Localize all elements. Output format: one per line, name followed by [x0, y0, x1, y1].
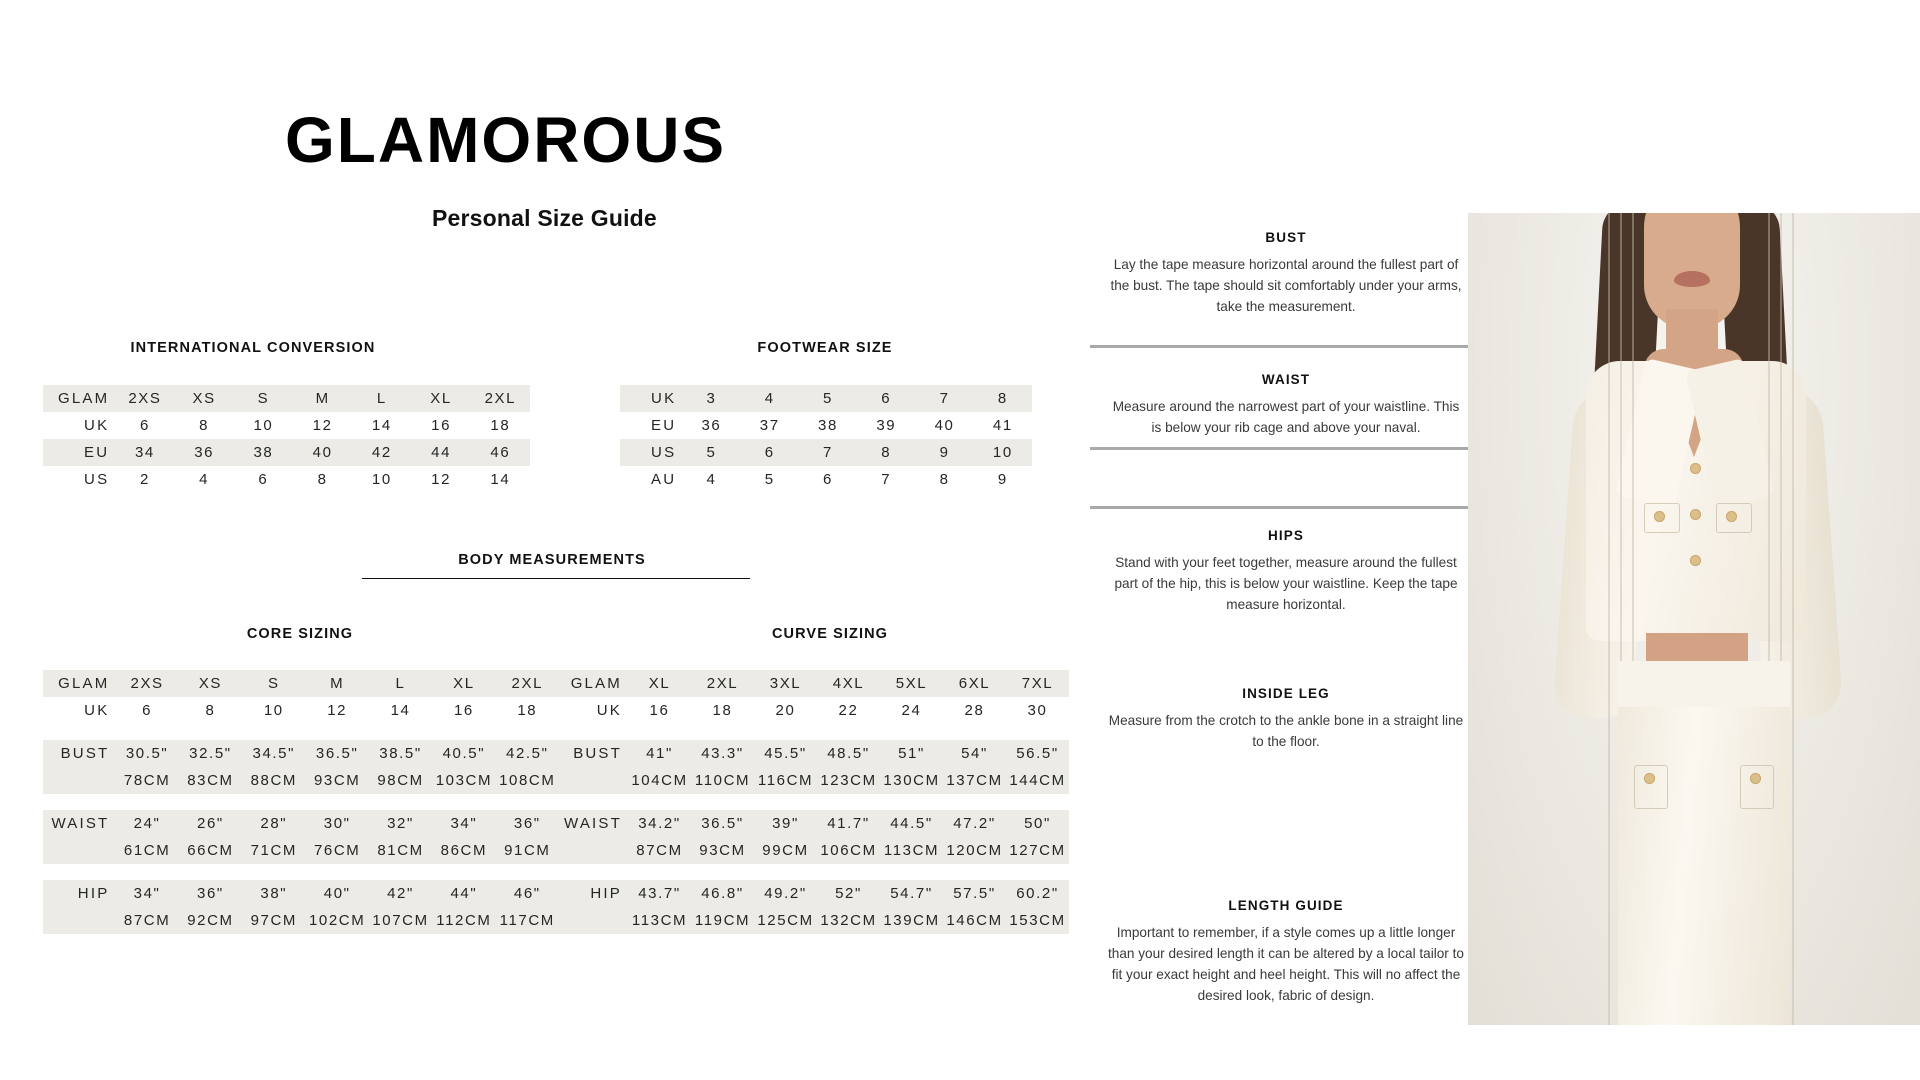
table-cell: 78CM [115, 767, 178, 794]
section-title-international: INTERNATIONAL CONVERSION [130, 340, 376, 356]
table-cell: 8 [179, 697, 242, 724]
table-cell: 9 [974, 466, 1032, 493]
table-cell: 12 [293, 412, 352, 439]
table-cell: 10 [974, 439, 1032, 466]
table-cell: 83CM [179, 767, 242, 794]
table-cell: 7 [799, 439, 857, 466]
table-cell: 14 [369, 697, 432, 724]
uk-row [558, 697, 1069, 724]
table-cell: 132CM [817, 907, 880, 934]
table-cell: 88CM [242, 767, 305, 794]
table-cell: 10 [234, 412, 293, 439]
table-cell: 30" [305, 810, 368, 837]
table-cell: 36 [175, 439, 234, 466]
row-label: WAIST [43, 810, 115, 837]
table-cell: 28" [242, 810, 305, 837]
table-cell: 9 [915, 439, 973, 466]
table-cell: 18 [471, 412, 530, 439]
table-cell: 32" [369, 810, 432, 837]
guide-text-waist: Measure around the narrowest part of your waistline. This is below your rib cage and above your naval. [1112, 399, 1460, 436]
table-cell: 87CM [628, 837, 691, 864]
table-cell: 87CM [115, 907, 178, 934]
table-cell: 76CM [305, 837, 368, 864]
table-cell: 40" [305, 880, 368, 907]
table-cell: 92CM [179, 907, 242, 934]
body-measurements-divider [362, 578, 750, 579]
row-label: GLAM [558, 670, 628, 697]
table-cell: 16 [432, 697, 495, 724]
table-cell: 113CM [880, 837, 943, 864]
guide-block-hips [1106, 528, 1466, 615]
table-cell: 14 [471, 466, 530, 493]
table-cell: 4 [682, 466, 740, 493]
table-cell: 41 [974, 412, 1032, 439]
table-cell: M [305, 670, 368, 697]
international-conversion-table [43, 385, 530, 493]
table-cell: 2 [115, 466, 174, 493]
intl-row-eu [43, 439, 530, 466]
table-cell: 110CM [691, 767, 754, 794]
header-row [558, 670, 1069, 697]
table-cell: 46 [471, 439, 530, 466]
table-cell: 14 [352, 412, 411, 439]
table-cell: 16 [411, 412, 470, 439]
table-cell: 57.5" [943, 880, 1006, 907]
table-cell: L [352, 385, 411, 412]
table-cell: 44 [411, 439, 470, 466]
table-cell: 40.5" [432, 740, 495, 767]
table-cell: 39" [754, 810, 817, 837]
table-cell: 6 [741, 439, 799, 466]
table-cell: 112CM [432, 907, 495, 934]
table-cell: 18 [496, 697, 559, 724]
table-cell: 8 [974, 385, 1032, 412]
bust-inches-row [43, 740, 559, 767]
table-cell: 102CM [305, 907, 368, 934]
curve-sizing-table [558, 670, 1069, 934]
page-title: Personal Size Guide [432, 205, 657, 231]
table-cell: 6 [857, 385, 915, 412]
table-cell: 54" [943, 740, 1006, 767]
table-cell: 44.5" [880, 810, 943, 837]
row-label [558, 767, 628, 794]
table-cell: 38" [242, 880, 305, 907]
table-cell: M [293, 385, 352, 412]
table-cell: 99CM [754, 837, 817, 864]
table-cell: 50" [1006, 810, 1069, 837]
table-cell: 130CM [880, 767, 943, 794]
table-cell: 36" [179, 880, 242, 907]
footwear-row-us [620, 439, 1032, 466]
footwear-row-au [620, 466, 1032, 493]
table-cell: 30 [1006, 697, 1069, 724]
table-cell: 39 [857, 412, 915, 439]
table-cell: 34 [115, 439, 174, 466]
table-cell: 2XL [496, 670, 559, 697]
row-label: EU [620, 412, 682, 439]
row-label: AU [620, 466, 682, 493]
row-label: UK [620, 385, 682, 412]
table-cell: 40 [915, 412, 973, 439]
table-cell: 47.2" [943, 810, 1006, 837]
table-cell: 61CM [115, 837, 178, 864]
table-cell: 71CM [242, 837, 305, 864]
table-cell: XS [175, 385, 234, 412]
guide-block-length [1106, 898, 1466, 1006]
table-spacer [43, 724, 559, 740]
footwear-row-uk [620, 385, 1032, 412]
table-cell: 6XL [943, 670, 1006, 697]
table-cell: 34.5" [242, 740, 305, 767]
section-title-body-measurements: BODY MEASUREMENTS [458, 552, 646, 568]
table-cell: 8 [175, 412, 234, 439]
table-cell: 98CM [369, 767, 432, 794]
table-cell: 18 [691, 697, 754, 724]
table-cell: 12 [411, 466, 470, 493]
table-cell: 7 [915, 385, 973, 412]
table-cell: L [369, 670, 432, 697]
table-cell: 4XL [817, 670, 880, 697]
brand-logo: GLAMOROUS [285, 104, 727, 176]
table-cell: 5XL [880, 670, 943, 697]
table-cell: XS [179, 670, 242, 697]
table-cell: 103CM [432, 767, 495, 794]
table-cell: 48.5" [817, 740, 880, 767]
table-cell: 5 [682, 439, 740, 466]
table-cell: 10 [242, 697, 305, 724]
table-cell: 93CM [305, 767, 368, 794]
guide-block-waist [1106, 372, 1466, 438]
bust-cm-row [43, 767, 559, 794]
table-cell: 38 [234, 439, 293, 466]
table-cell: 6 [799, 466, 857, 493]
hip-cm-row [43, 907, 559, 934]
guide-heading-hips: HIPS [1268, 528, 1304, 543]
row-label [43, 767, 115, 794]
table-cell: 113CM [628, 907, 691, 934]
measurement-guide-panel [1090, 0, 1920, 1080]
table-cell: 46.8" [691, 880, 754, 907]
table-spacer [43, 864, 559, 880]
table-cell: 2XS [115, 670, 178, 697]
table-cell: 36.5" [305, 740, 368, 767]
intl-row-us [43, 466, 530, 493]
table-cell: 41" [628, 740, 691, 767]
table-cell: 81CM [369, 837, 432, 864]
table-cell: 5 [799, 385, 857, 412]
section-title-curve-sizing: CURVE SIZING [771, 626, 889, 642]
table-cell: 10 [352, 466, 411, 493]
table-spacer [558, 724, 1069, 740]
row-label: BUST [43, 740, 115, 767]
row-label: BUST [558, 740, 628, 767]
table-cell: 2XL [471, 385, 530, 412]
guide-block-bust [1106, 230, 1466, 317]
row-label [558, 907, 628, 934]
footwear-row-eu [620, 412, 1032, 439]
table-cell: 38 [799, 412, 857, 439]
table-cell: 127CM [1006, 837, 1069, 864]
table-cell: 125CM [754, 907, 817, 934]
table-cell: 2XS [115, 385, 174, 412]
table-cell: 7XL [1006, 670, 1069, 697]
table-cell: 36.5" [691, 810, 754, 837]
intl-row-uk [43, 412, 530, 439]
table-cell: 139CM [880, 907, 943, 934]
table-cell: 106CM [817, 837, 880, 864]
table-cell: 44" [432, 880, 495, 907]
table-cell: 66CM [179, 837, 242, 864]
table-cell: 36" [496, 810, 559, 837]
table-cell: 26" [179, 810, 242, 837]
table-cell: 43.3" [691, 740, 754, 767]
table-cell: 116CM [754, 767, 817, 794]
table-cell: 54.7" [880, 880, 943, 907]
table-cell: 8 [915, 466, 973, 493]
table-cell: 104CM [628, 767, 691, 794]
table-cell: 30.5" [115, 740, 178, 767]
row-label: GLAM [43, 385, 115, 412]
waist-cm-row [43, 837, 559, 864]
uk-row [43, 697, 559, 724]
table-cell: S [242, 670, 305, 697]
row-label: EU [43, 439, 115, 466]
table-cell: 37 [741, 412, 799, 439]
row-label: HIP [43, 880, 115, 907]
table-cell: 119CM [691, 907, 754, 934]
guide-block-inside-leg [1106, 686, 1466, 752]
intl-row-glam [43, 385, 530, 412]
row-label: US [620, 439, 682, 466]
table-cell: 144CM [1006, 767, 1069, 794]
table-cell: 123CM [817, 767, 880, 794]
guide-heading-inside-leg: INSIDE LEG [1242, 686, 1330, 701]
table-cell: XL [411, 385, 470, 412]
table-cell: 56.5" [1006, 740, 1069, 767]
table-cell: 6 [115, 412, 174, 439]
guide-heading-waist: WAIST [1261, 372, 1311, 387]
waist-inches-row [43, 810, 559, 837]
table-cell: 52" [817, 880, 880, 907]
section-title-footwear: FOOTWEAR SIZE [757, 340, 893, 356]
table-cell: S [234, 385, 293, 412]
model-photo [1468, 213, 1920, 1025]
table-cell: 20 [754, 697, 817, 724]
table-cell: 40 [293, 439, 352, 466]
header-row [43, 670, 559, 697]
table-cell: 153CM [1006, 907, 1069, 934]
table-cell: 24 [880, 697, 943, 724]
guide-text-bust: Lay the tape measure horizontal around the fullest part of the bust. The tape should sit comfortably under your arms, take the measurement. [1110, 257, 1462, 315]
table-cell: 2XL [691, 670, 754, 697]
table-cell: 6 [115, 697, 178, 724]
table-spacer [558, 794, 1069, 810]
table-cell: 45.5" [754, 740, 817, 767]
table-cell: 36 [682, 412, 740, 439]
table-cell: 16 [628, 697, 691, 724]
table-cell: 42.5" [496, 740, 559, 767]
guide-heading-length: LENGTH GUIDE [1228, 898, 1344, 913]
table-cell: 42 [352, 439, 411, 466]
table-cell: 3XL [754, 670, 817, 697]
footwear-size-table [620, 385, 1032, 493]
hip-inches-row [558, 880, 1069, 907]
table-cell: 108CM [496, 767, 559, 794]
row-label [43, 837, 115, 864]
table-cell: 22 [817, 697, 880, 724]
row-label: GLAM [43, 670, 115, 697]
table-cell: 32.5" [179, 740, 242, 767]
table-cell: 38.5" [369, 740, 432, 767]
row-label: UK [43, 412, 115, 439]
table-cell: 41.7" [817, 810, 880, 837]
guide-text-hips: Stand with your feet together, measure around the fullest part of the hip, this is below your waistline. Keep the tape measure horizontal. [1114, 555, 1458, 613]
table-cell: 46" [496, 880, 559, 907]
table-cell: 34.2" [628, 810, 691, 837]
guide-text-inside-leg: Measure from the crotch to the ankle bone in a straight line to the floor. [1108, 713, 1464, 750]
table-cell: 60.2" [1006, 880, 1069, 907]
table-cell: 120CM [943, 837, 1006, 864]
table-cell: 42" [369, 880, 432, 907]
table-cell: 28 [943, 697, 1006, 724]
table-cell: 43.7" [628, 880, 691, 907]
table-cell: 7 [857, 466, 915, 493]
waist-inches-row [558, 810, 1069, 837]
row-label [558, 837, 628, 864]
guide-text-length: Important to remember, if a style comes up a little longer than your desired length it can be altered by a local tailor to fit your exact height and heel height. This will no affect the desired look, fabric of design. [1108, 925, 1464, 1004]
table-cell: 4 [741, 385, 799, 412]
table-spacer [558, 864, 1069, 880]
table-cell: 4 [175, 466, 234, 493]
table-cell: 12 [305, 697, 368, 724]
bust-cm-row [558, 767, 1069, 794]
row-label [43, 907, 115, 934]
row-label: WAIST [558, 810, 628, 837]
table-cell: 51" [880, 740, 943, 767]
table-cell: 137CM [943, 767, 1006, 794]
table-cell: 5 [741, 466, 799, 493]
row-label: UK [43, 697, 115, 724]
table-cell: 107CM [369, 907, 432, 934]
table-cell: 117CM [496, 907, 559, 934]
table-cell: 86CM [432, 837, 495, 864]
table-cell: 91CM [496, 837, 559, 864]
table-cell: XL [628, 670, 691, 697]
hip-inches-row [43, 880, 559, 907]
table-cell: 34" [115, 880, 178, 907]
section-title-core-sizing: CORE SIZING [246, 626, 354, 642]
row-label: HIP [558, 880, 628, 907]
bust-inches-row [558, 740, 1069, 767]
table-cell: 146CM [943, 907, 1006, 934]
table-cell: 8 [293, 466, 352, 493]
table-cell: 8 [857, 439, 915, 466]
table-cell: 3 [682, 385, 740, 412]
table-cell: 6 [234, 466, 293, 493]
table-cell: 24" [115, 810, 178, 837]
table-cell: XL [432, 670, 495, 697]
row-label: UK [558, 697, 628, 724]
table-cell: 34" [432, 810, 495, 837]
table-cell: 49.2" [754, 880, 817, 907]
table-cell: 97CM [242, 907, 305, 934]
row-label: US [43, 466, 115, 493]
table-spacer [43, 794, 559, 810]
core-sizing-table [43, 670, 559, 934]
waist-cm-row [558, 837, 1069, 864]
hip-cm-row [558, 907, 1069, 934]
table-cell: 93CM [691, 837, 754, 864]
guide-heading-bust: BUST [1265, 230, 1307, 245]
